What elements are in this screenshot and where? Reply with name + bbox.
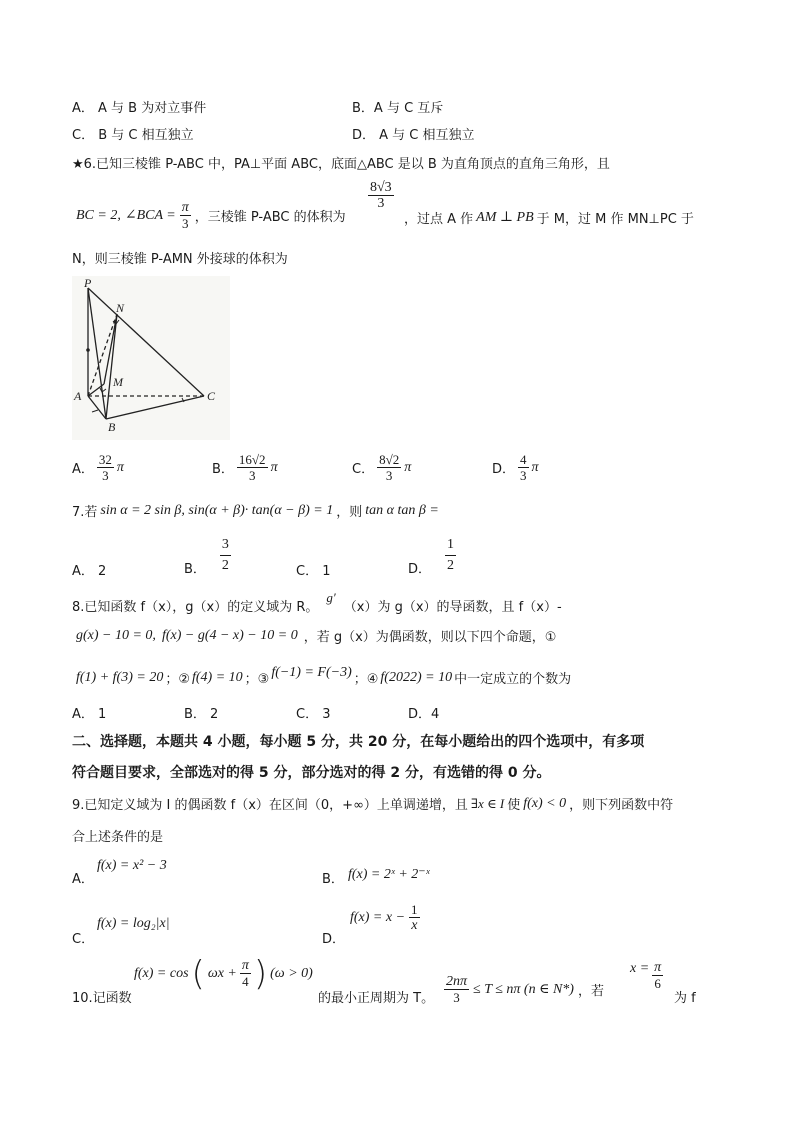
label-m: M	[113, 375, 123, 389]
q6-angle-frac: $\frac{\pi}{3}$	[181, 200, 189, 231]
q6-line3: N，则三棱锥 P-AMN 外接球的体积为	[72, 252, 288, 267]
q9-option-d-label: D．	[322, 932, 346, 947]
q7-formula2: tan α tan β =	[365, 502, 439, 518]
q10-tail: 为 f	[674, 991, 696, 1006]
q9-option-b-formula: f(x) = 2ˣ + 2⁻ˣ	[348, 867, 430, 882]
q5-option-d: D． A 与 C 相互独立	[352, 128, 475, 143]
q9-line2: 合上述条件的是	[72, 830, 164, 845]
q6-bc: BC = 2,	[76, 207, 121, 223]
q7-option-d: D． $\frac{1}{2}$	[408, 537, 455, 577]
point-on-pa	[86, 348, 90, 352]
q10-x-value: x = $\frac{\pi}{6}$	[630, 960, 662, 991]
label-c: C	[207, 389, 216, 403]
q8-option-c: C． 3	[296, 707, 331, 722]
q9-option-c-label: C．	[72, 932, 95, 947]
q6-option-b: B． $\frac{16√2}{3}$ π	[212, 452, 278, 483]
q10-prefix: 10.记函数	[72, 991, 132, 1006]
q7-option-b: B． $\frac{3}{2}$	[184, 537, 229, 577]
q6-line2-tail	[404, 208, 694, 227]
q9-option-a-formula: f(x) = x² − 3	[97, 858, 167, 873]
q5-option-a: A． A 与 B 为对立事件	[72, 101, 207, 116]
q6-text-volume: ，三棱锥 P-ABC 的体积为	[194, 210, 346, 225]
q7-option-c: C． 1	[296, 564, 331, 579]
q7-option-a: A． 2	[72, 564, 107, 579]
label-p: P	[84, 276, 92, 290]
q6-option-a: A． $\frac{32}{3}$ π	[72, 452, 124, 483]
q9-option-c-formula: f(x) = log₂|x|	[97, 916, 170, 931]
q7-formula: sin α = 2 sin β, sin(α + β)· tan(α − β) = 1	[100, 502, 334, 518]
q6-option-c: C． $\frac{8√2}{3}$ π	[352, 452, 412, 483]
right-angle-b	[92, 410, 98, 412]
q10-period-text: 的最小正周期为 T。	[318, 991, 435, 1006]
q6-text-through-a: ，过点 A 作	[404, 212, 474, 227]
q10-period-range: $\frac{2n\pi}{3}$ ≤ T ≤ nπ (n ∈ N*) ，若	[446, 974, 604, 1005]
q8-option-d: D．4	[408, 707, 440, 722]
q6-line1: ★6.已知三棱锥 P-ABC 中，PA⊥平面 ABC，底面△ABC 是以 B 为直角顶点的直角三角形，且	[72, 157, 610, 172]
label-n: N	[116, 301, 125, 315]
label-b: B	[108, 420, 116, 434]
q9-option-d-formula: f(x) = x − $\frac{1}{x}$	[350, 902, 418, 933]
q6-text-mn: 于 M，过 M 作 MN⊥PC 于	[536, 212, 694, 227]
q10-function: f(x) = cos ( ωx + $\frac{\pi}{4}$ ) (ω > 0)	[134, 953, 313, 994]
q7-stem: 7.若 sin α = 2 sin β, sin(α + β)· tan(α − β) = 1 ，则 tan α tan β =	[72, 502, 439, 520]
q5-option-c: C． B 与 C 相互独立	[72, 128, 194, 143]
section2-heading-line2: 符合题目要求，全部选对的得 5 分，部分选对的得 2 分，有选错的得 0 分。	[72, 765, 551, 781]
q8-line2: g(x) − 10 = 0, f(x) − g(4 − x) − 10 = 0 ，若 g（x）为偶函数，则以下四个命题，①	[76, 627, 557, 645]
q8-option-a: A． 1	[72, 707, 107, 722]
section2-heading-line1: 二、选择题，本题共 4 小题，每小题 5 分，共 20 分，在每小题给出的四个选项中，有多项	[72, 734, 645, 750]
edge-bc	[106, 396, 204, 419]
tetrahedron-diagram	[72, 276, 230, 440]
q9-option-a-label: A．	[72, 872, 94, 887]
q9-option-b-label: B．	[322, 872, 344, 887]
label-a: A	[74, 389, 82, 403]
right-angle-m	[100, 388, 106, 392]
q5-option-b: B．A 与 C 互斥	[352, 101, 444, 116]
q8-option-b: B． 2	[184, 707, 219, 722]
q8-line1: 8.已知函数 f（x），g（x）的定义域为 R。 g′ （x）为 g（x）的导函数，且 f（x）-	[72, 590, 562, 615]
q6-angle: ∠BCA =	[124, 208, 176, 223]
q6-option-d: D． $\frac{4}{3}$ π	[492, 452, 539, 483]
q6-line2	[76, 200, 346, 231]
q6-am-perp-pb: AM ⊥ PB	[476, 210, 534, 225]
q8-line3: f(1) + f(3) = 20 ；② f(4) = 10 ；③ f(−1) = F(−3) ；④ f(2022) = 10 中一定成立的个数为	[76, 664, 572, 687]
q6-volume-frac: $\frac{8√3}{3}$	[370, 180, 392, 211]
q9-line1: 9.已知定义域为 I 的偶函数 f（x）在区间（0，+∞）上单调递增，且 ∃x ∈ I 使 f(x) < 0 ，则下列函数中符	[72, 795, 674, 813]
tetrahedron-figure	[72, 276, 230, 440]
q8-gprime: g′	[326, 590, 336, 605]
